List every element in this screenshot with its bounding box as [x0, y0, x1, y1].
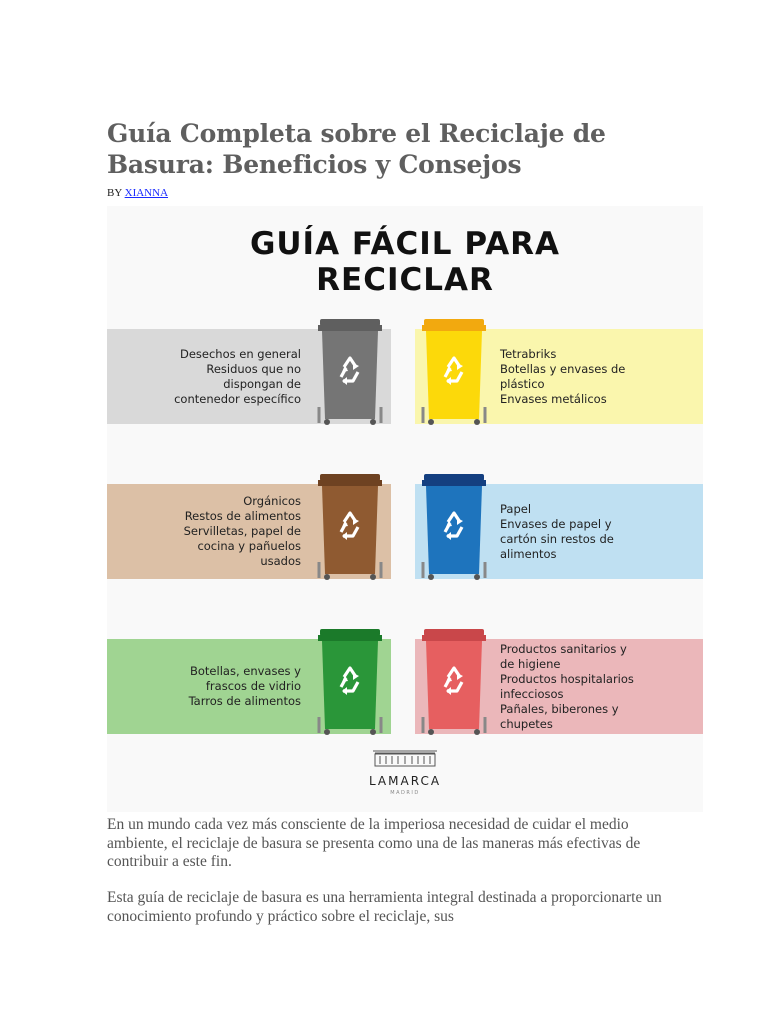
bin-description-line: plástico — [500, 377, 545, 391]
bin-description-line: de higiene — [500, 657, 561, 671]
bin-description-line: chupetes — [500, 717, 553, 731]
building-icon — [372, 749, 438, 767]
bin-description-line: Restos de alimentos — [184, 509, 301, 523]
bin-description-line: contenedor específico — [174, 392, 301, 406]
author-link[interactable]: XIANNA — [124, 187, 169, 199]
bin-description-line: Orgánicos — [243, 494, 301, 508]
byline — [107, 187, 168, 199]
bin-description — [500, 502, 614, 562]
trash-bin-icon — [419, 315, 489, 427]
brand-subtitle: MADRID — [390, 790, 420, 796]
bin-description-line: usados — [260, 554, 301, 568]
bin-description-line: Tetrabriks — [500, 347, 557, 361]
infographic-title-line1: GUÍA FÁCIL PARA — [249, 226, 561, 262]
trash-bin-icon — [315, 315, 385, 427]
bin-panel-yellow — [415, 329, 703, 424]
by-label: BY — [107, 187, 122, 199]
bin-description-line: Papel — [500, 502, 532, 516]
bin-description-line: Pañales, biberones y — [500, 702, 619, 716]
bin-description-line: Servilletas, papel de — [183, 524, 301, 538]
bin-panel-brown — [107, 484, 391, 579]
bin-panel-blue — [415, 484, 703, 579]
bin-description-line: infecciosos — [500, 687, 564, 701]
trash-bin-icon — [419, 625, 489, 737]
bin-description-line: Productos sanitarios y — [500, 642, 627, 656]
bin-panel-red — [415, 639, 703, 734]
bin-description-line: Productos hospitalarios — [500, 672, 634, 686]
bin-description-line: frascos de vidrio — [205, 679, 301, 693]
bin-description — [184, 494, 301, 569]
paragraph-1: En un mundo cada vez más consciente de la imperiosa necesidad de cuidar el medio ambiente, el reciclaje de basura se presenta como una de las maneras más efectivas de contribuir a este fin. — [107, 816, 641, 870]
bin-description-line: Desechos en general — [179, 347, 301, 361]
trash-bin-icon — [315, 470, 385, 582]
paragraph-2: Esta guía de reciclaje de basura es una herramienta integral destinada a proporcionarte un conocimiento profundo y práctico sobre el reciclaje, sus — [107, 889, 662, 925]
bin-description — [189, 664, 301, 709]
bin-description — [174, 347, 301, 407]
bin-description-line: dispongan de — [223, 377, 301, 391]
bin-description-line: Botellas y envases de — [500, 362, 626, 376]
bin-description-line: alimentos — [500, 547, 557, 561]
trash-bin-icon — [315, 625, 385, 737]
article-title: Guía Completa sobre el Reciclaje de Basura: Beneficios y Consejos — [107, 119, 606, 179]
trash-bin-icon — [419, 470, 489, 582]
bin-description-line: Residuos que no — [206, 362, 301, 376]
bin-description-line: cartón sin restos de — [500, 532, 614, 546]
infographic-title — [107, 226, 703, 298]
bin-panel-gray — [107, 329, 391, 424]
bin-description-line: cocina y pañuelos — [197, 539, 301, 553]
bin-description-line: Tarros de alimentos — [188, 694, 301, 708]
bin-panel-green — [107, 639, 391, 734]
infographic-title-line2: RECICLAR — [316, 262, 494, 298]
brand-logo — [107, 749, 703, 796]
recycling-infographic — [107, 206, 703, 812]
bin-description — [500, 642, 634, 732]
brand-name: LAMARCA — [368, 774, 442, 788]
bin-description-line: Botellas, envases y — [190, 664, 301, 678]
bin-description — [500, 347, 625, 407]
bin-description-line: Envases de papel y — [500, 517, 612, 531]
bin-description-line: Envases metálicos — [500, 392, 607, 406]
